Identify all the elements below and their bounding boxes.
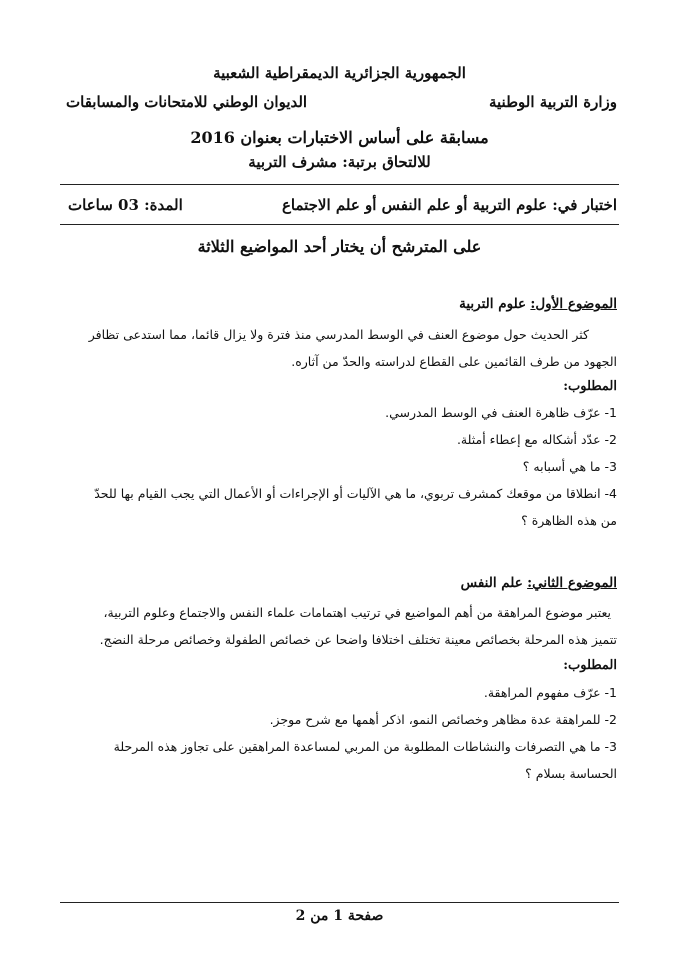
exam-subject: اختبار في: علوم التربية أو علم النفس أو علم الاجتماع (281, 196, 617, 214)
topic1-question-4-line1: 4- انطلاقا من موقعك كمشرف تربوي، ما هي الآليات أو الإجراءات أو الأعمال التي يجب القيام بها للحدّ (94, 486, 617, 501)
ministry-name: وزارة التربية الوطنية (488, 93, 617, 111)
topic2-heading (461, 575, 617, 591)
footer-divider (60, 902, 619, 903)
republic-title: الجمهورية الجزائرية الديمقراطية الشعبية (213, 64, 466, 82)
office-name: الديوان الوطني للامتحانات والمسابقات (66, 93, 308, 111)
topic1-heading (459, 296, 617, 312)
topic2-question-3-line2: الحساسة بسلام ؟ (525, 766, 617, 781)
topic1-question-4-line2: من هذه الظاهرة ؟ (521, 513, 617, 528)
topic1-question-2: 2- عدّد أشكاله مع إعطاء أمثلة. (456, 432, 617, 447)
topic1-question-1: 1- عرّف ظاهرة العنف في الوسط المدرسي. (385, 405, 617, 420)
topic2-question-2: 2- للمراهقة عدة مظاهر وخصائص النمو، اذكر أهمها مع شرح موجز. (269, 712, 617, 727)
topic1-question-3: 3- ما هي أسبابه ؟ (522, 459, 617, 474)
topic2-name: علم النفس (460, 575, 523, 591)
topic1-name: علوم التربية (459, 296, 527, 312)
topic1-intro-line1: كثر الحديث حول موضوع العنف في الوسط المدرسي منذ فترة ولا يزال قائما، مما استدعى تظافر (88, 327, 589, 342)
topic2-intro-line1: يعتبر موضوع المراهقة من أهم المواضيع في ترتيب اهتمامات علماء النفس والاجتماع وعلوم التربية، (103, 605, 611, 620)
topic1-intro-line2: الجهود من طرف القائمين على القطاع لدراسته والحدّ من آثاره. (291, 354, 617, 369)
topic2-question-1: 1- عرّف مفهوم المراهقة. (483, 685, 617, 700)
topic2-required-label: المطلوب: (563, 658, 617, 673)
page-number: صفحة 1 من 2 (295, 908, 384, 924)
instruction: على المترشح أن يختار أحد المواضيع الثلاثة (197, 237, 482, 256)
topic1-required-label: المطلوب: (563, 379, 617, 394)
header-divider (60, 184, 619, 185)
topic2-label: الموضوع الثاني: (527, 575, 617, 591)
rank-title: للالتحاق برتبة: مشرف التربية (248, 153, 431, 171)
topic2-question-3-line1: 3- ما هي التصرفات والنشاطات المطلوبة من المربي لمساعدة المراهقين على تجاوز هذه المرحلة (113, 739, 617, 754)
subject-divider (60, 224, 619, 225)
topic2-intro-line2: تتميز هذه المرحلة بخصائص معينة تختلف اختلافا واضحا عن خصائص الطفولة وخصائص مرحلة النضج. (99, 632, 617, 647)
exam-duration: المدة: 03 ساعات (68, 196, 183, 214)
contest-title: مسابقة على أساس الاختبارات بعنوان 2016 (190, 128, 489, 147)
topic1-label: الموضوع الأول: (530, 296, 617, 312)
